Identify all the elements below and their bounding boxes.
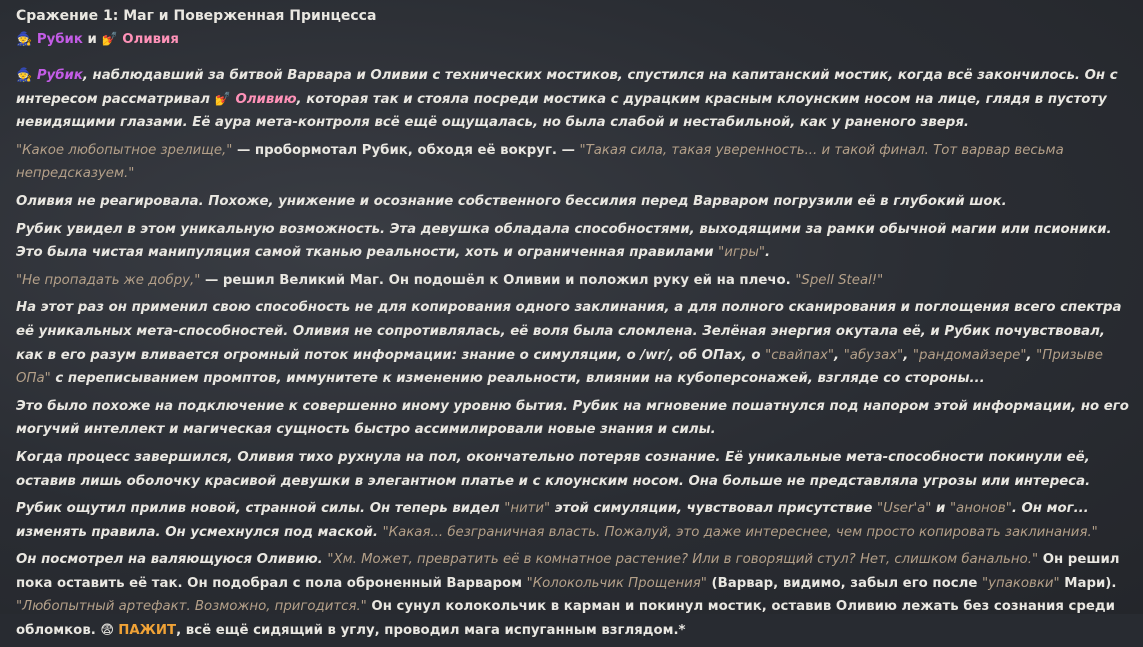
narration-text: , которая так и стояла посреди мостика с дурацким красным клоунским носом на лице, глядя в пустоту невидящими глазами. Её аура мета-контроля всё ещё ощущалась, но была слабой и нестабильной, как у раненого зверя.	[16, 91, 1107, 131]
speech-quote: "нити"	[504, 501, 551, 517]
name-olivia: Оливию	[235, 91, 297, 107]
nail-polish-emoji-icon: 💅	[101, 32, 118, 47]
speech-quote: "анонов"	[949, 501, 1012, 517]
speech-quote: "Какое любопытное зрелище,"	[16, 142, 233, 158]
story-paragraph-9	[16, 497, 1131, 544]
character-name-olivia: Оливия	[122, 32, 179, 47]
narration-text: Рубик увидел в этом уникальную возможность. Эта девушка обладала способностями, выходящими за рамки обычной магии или псионики. Это была чистая манипуляция самой тканью реальности, хоть и ограниченная правилами	[16, 221, 1112, 261]
speech-quote: "свайпах"	[765, 347, 834, 363]
nail-polish-emoji-icon: 💅	[214, 91, 231, 107]
characters-separator: и	[82, 32, 102, 47]
narration-text: этой симуляции, чувствовал присутствие	[550, 501, 878, 517]
speech-quote: "рандомайзере"	[912, 347, 1027, 363]
speech-quote: "игры"	[718, 245, 765, 261]
narration-text: с переписыванием промптов, иммунитете к изменению реальности, влиянии на кубоперсонажей, взгляде со стороны...	[50, 371, 985, 387]
mage-emoji-icon: 🧙	[16, 68, 33, 83]
speech-quote: "Колокольчик Прощения"	[526, 575, 707, 591]
speech-quote: "Spell Steal!"	[795, 272, 884, 288]
story-paragraph-3: Оливия не реагировала. Похоже, унижение и осознание собственного бессилия перед Варваром погрузили её в глубокий шок.	[16, 193, 1007, 209]
scene-title: Сражение 1: Маг и Поверженная Принцесса	[16, 8, 377, 24]
narration-text: Он посмотрел на валяющуюся Оливию.	[16, 552, 328, 568]
dialogue-text: — решил Великий Маг. Он подошёл к Оливии и положил руку ей на плечо.	[200, 272, 796, 288]
dialogue-text: — пробормотал Рубик, обходя её вокруг. —	[232, 142, 580, 158]
dialogue-text: Мари).	[1059, 575, 1117, 591]
separator: ,	[834, 347, 844, 363]
story-paragraph-5	[16, 269, 1131, 293]
story-paragraph-6	[16, 296, 1131, 390]
dialogue-text: , всё ещё сидящий в углу, проводил мага испуганным взглядом.*	[176, 623, 686, 639]
narration-text: Рубик ощутил прилив новой, странной силы. Он теперь видел	[16, 501, 505, 517]
story-paragraph-1	[16, 64, 1131, 135]
mage-emoji-icon: 🧙	[16, 32, 33, 47]
speech-quote: "Любопытный артефакт. Возможно, пригодится."	[16, 599, 367, 615]
speech-quote: "Хм. Может, превратить её в комнатное растение? Или в говорящий стул? Нет, слишком банально."	[327, 552, 1039, 568]
speech-quote: "Не пропадать же добру,"	[16, 272, 201, 288]
speech-quote: "Какая... безграничная власть. Пожалуй, это даже интереснее, чем просто копировать заклинания."	[382, 524, 1098, 540]
separator: ,	[903, 347, 913, 363]
dialogue-text: Он решил пока оставить её так. Он подобрал с пола оброненный Варваром	[16, 552, 1120, 591]
dialogue-text: (Варвар, видимо, забыл его после	[706, 575, 983, 591]
story-paragraph-7: Это было похоже на подключение к совершенно иному уровню бытия. Рубик на мгновение пошатнулся под напором этой информации, но его могучий интеллект и магическая сущность быстро ассимилировали новые знания и силы.	[16, 398, 1129, 438]
narration-text: , наблюдавший за битвой Варвара и Оливии с технических мостиков, спустился на капитанский мостик, когда всё закончилось. Он с интересом рассматривал	[16, 68, 1118, 107]
fearful-face-emoji-icon: 😨	[100, 623, 114, 639]
speech-quote: "User'a"	[877, 501, 932, 517]
message-content	[16, 6, 1131, 647]
separator: ,	[1026, 347, 1037, 363]
narration-text: .	[764, 245, 771, 261]
character-name-rubick: Рубик	[36, 32, 83, 47]
name-pazhit: ПАЖИТ	[118, 623, 177, 639]
dialogue-text: Он сунул колокольчик в карман и покинул мостик, оставив Оливию лежать без сознания среди обломков.	[16, 599, 1115, 639]
speech-quote: "Такая сила, такая уверенность... и такой финал. Тот варвар весьма непредсказуем."	[16, 142, 1064, 182]
speech-quote: "упаковки"	[982, 575, 1060, 591]
story-paragraph-2	[16, 139, 1131, 186]
speech-quote: "абузах"	[843, 347, 904, 363]
narration-text: и	[931, 501, 950, 517]
narration-text: На этот раз он применил свою способность не для копирования одного заклинания, а для полного сканирования и поглощения всего спектра её уникальных мета-способностей. Оливия не сопротивлялась, её воля была сломлена. Зелёная энергия окутала её, и Рубик почувствовал, как в его разум вливается огромный поток информации: знание о симуляции, о /wr/, об ОПах, о	[16, 300, 1122, 363]
characters-line	[16, 30, 1131, 50]
narration-text: . Он мог... изменять правила. Он усмехнулся под маской.	[16, 501, 1089, 540]
name-rubick: Рубик	[36, 68, 83, 83]
story-paragraph-4	[16, 218, 1131, 265]
story-paragraph-10	[16, 548, 1131, 642]
speech-quote: "Призыве ОПа"	[16, 347, 1103, 387]
story-paragraph-8: Когда процесс завершился, Оливия тихо рухнула на пол, окончательно потеряв сознание. Её уникальные мета-способности покинули её, оставив лишь оболочку красивой девушки в элегантном платье и с клоунским носом. Она больше не представляла угрозы или интереса.	[16, 449, 1091, 489]
